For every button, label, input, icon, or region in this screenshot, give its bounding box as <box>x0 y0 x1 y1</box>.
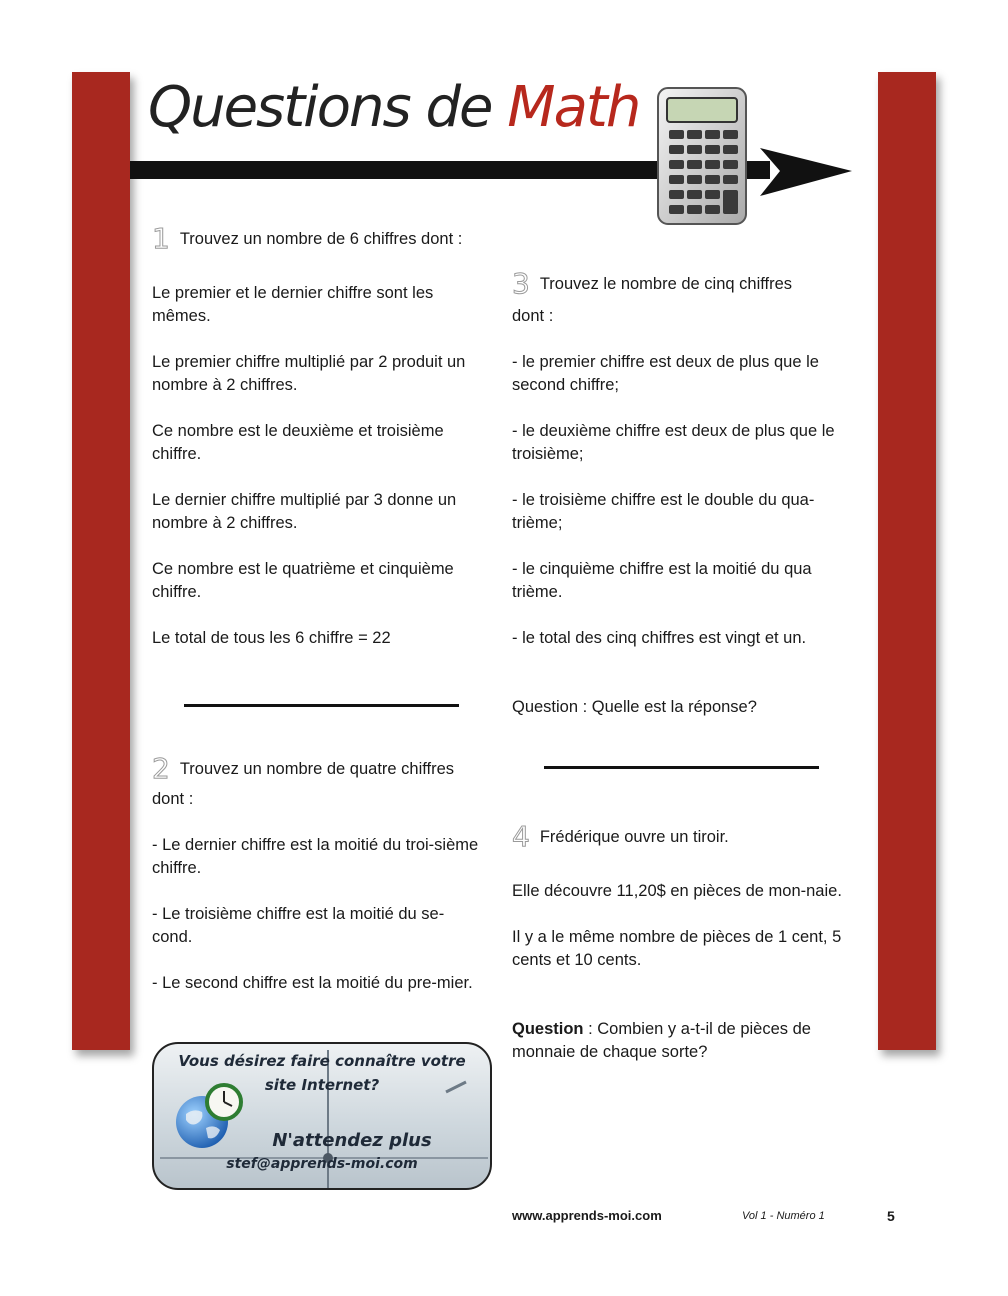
question-1-clue-4: Le dernier chiffre multiplié par 3 donne un nombre à 2 chiffres. <box>152 491 457 532</box>
question-4-clue-2: Il y a le même nombre de pièces de 1 cent, 5 cents et 10 cents. <box>512 928 842 969</box>
question-1-clue-2: Le premier chiffre multiplié par 2 produit un nombre à 2 chiffres. <box>152 353 466 394</box>
calculator-icon <box>655 86 751 228</box>
page-number: 5 <box>887 1208 895 1224</box>
question-2-number: 2 <box>152 752 170 785</box>
question-4-heading: 4 Frédérique ouvre un tiroir. <box>512 820 729 853</box>
question-2-clue-2: - Le troisième chiffre est la moitié du se-cond. <box>152 905 445 946</box>
divider-right <box>544 766 819 769</box>
question-4-question: Question : Combien y a-t-il de pièces de monnaie de chaque sorte? <box>512 1020 811 1061</box>
divider-left <box>184 704 459 707</box>
question-3-clue-3: - le troisième chiffre est le double du qua-trième; <box>512 491 815 532</box>
question-2 <box>152 752 482 995</box>
question-3-clue-2: - le deuxième chiffre est deux de plus que le troisième; <box>512 422 835 463</box>
ad-line-2: site Internet? <box>264 1076 380 1094</box>
question-3-heading: 3 Trouvez le nombre de cinq chiffres <box>512 267 793 300</box>
footer-website-link[interactable]: www.apprends-moi.com <box>512 1208 662 1223</box>
advertisement-box[interactable] <box>152 1042 492 1190</box>
question-4-clue-1: Elle découvre 11,20$ en pièces de mon-naie. <box>512 882 842 900</box>
question-4-number: 4 <box>512 820 530 853</box>
question-2-heading: 2 Trouvez un nombre de quatre chiffres <box>152 752 455 785</box>
question-4 <box>512 820 857 1064</box>
question-1-clue-3: Ce nombre est le deuxième et troisième chiffre. <box>152 422 444 463</box>
ad-line-3: N'attendez plus <box>272 1130 432 1151</box>
question-3-heading-cont: dont : <box>512 307 554 325</box>
question-3 <box>512 267 857 719</box>
footer-volume: Vol 1 - Numéro 1 <box>742 1210 825 1222</box>
question-3-clue-4: - le cinquième chiffre est la moitié du qua trième. <box>512 560 812 601</box>
question-1 <box>152 222 494 650</box>
left-red-bar <box>72 72 130 1050</box>
page-title-accent: Math <box>507 75 640 140</box>
question-1-heading: 1 Trouvez un nombre de 6 chiffres dont : <box>152 222 463 255</box>
question-4-question-label: Question <box>512 1020 584 1038</box>
question-1-clue-1: Le premier et le dernier chiffre sont les mêmes. <box>152 284 434 325</box>
ad-line-1: Vous désirez faire connaître votre <box>178 1052 466 1070</box>
question-3-clue-5: - le total des cinq chiffres est vingt et un. <box>512 629 807 647</box>
question-2-clue-1: - Le dernier chiffre est la moitié du troi-sième chiffre. <box>152 836 479 877</box>
page-title: Questions de Math <box>148 75 640 140</box>
question-3-clue-1: - le premier chiffre est deux de plus que le second chiffre; <box>512 353 819 394</box>
question-1-total: Le total de tous les 6 chiffre = 22 <box>152 629 391 647</box>
question-2-heading-cont: dont : <box>152 790 194 808</box>
question-2-clue-3: - Le second chiffre est la moitié du pre-mier. <box>152 974 473 992</box>
question-1-clue-5: Ce nombre est le quatrième et cinquième chiffre. <box>152 560 454 601</box>
right-red-bar <box>878 72 936 1050</box>
ad-email-link[interactable]: stef@apprends-moi.com <box>226 1156 418 1172</box>
question-3-number: 3 <box>512 267 530 300</box>
question-1-number: 1 <box>152 222 170 255</box>
question-3-question: Question : Quelle est la réponse? <box>512 698 757 716</box>
